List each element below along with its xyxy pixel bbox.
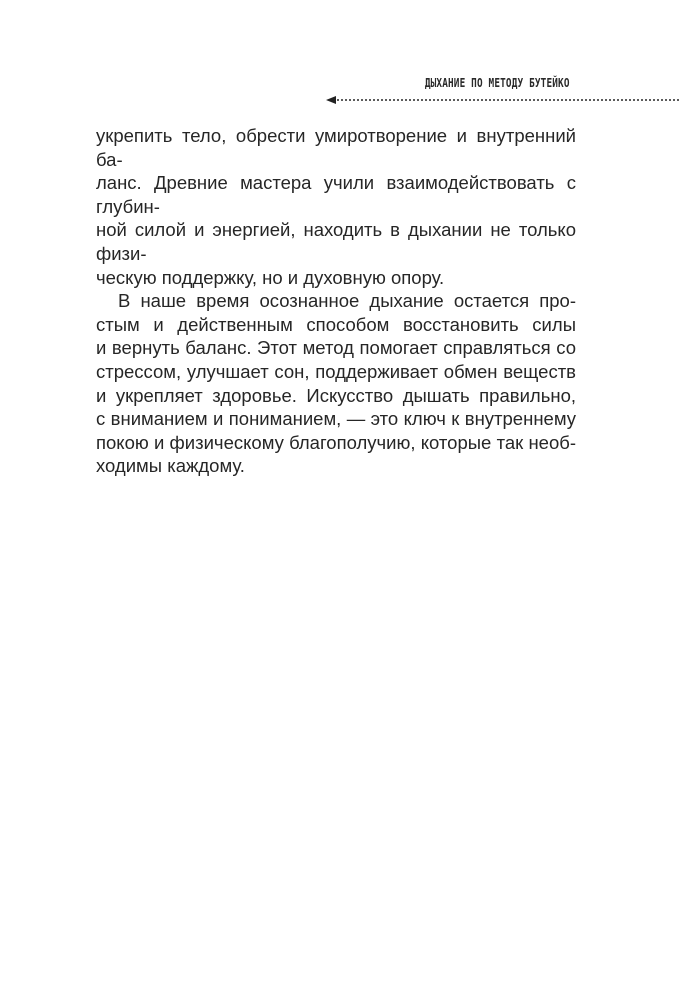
text-line: ной силой и энергией, находить в дыхании не только физи-	[96, 219, 576, 264]
running-head: ДЫХАНИЕ ПО МЕТОДУ БУТЕЙКО	[425, 76, 570, 90]
left-arrow-icon	[326, 96, 336, 104]
text-line: и вернуть баланс. Этот метод помогает справляться со	[96, 337, 576, 359]
dotted-rule	[336, 99, 681, 101]
text-line: стрессом, улучшает сон, поддерживает обмен веществ	[96, 360, 576, 382]
paragraph-1	[96, 124, 576, 289]
body-text	[96, 124, 576, 478]
text-line: В наше время осознанное дыхание остается про-	[118, 290, 576, 312]
text-line: и укрепляет здоровье. Искусство дышать правильно,	[96, 384, 576, 406]
text-line: с вниманием и пониманием, — это ключ к внутреннему	[96, 408, 576, 430]
text-line: ланс. Древние мастера учили взаимодействовать с глубин-	[96, 172, 576, 217]
text-line: покою и физическому благополучию, которые так необ-	[96, 431, 576, 453]
text-line: укрепить тело, обрести умиротворение и внутренний ба-	[96, 125, 576, 170]
text-line: стым и действенным способом восстановить силы	[96, 313, 576, 335]
paragraph-2	[96, 289, 576, 478]
text-line: ходимы каждому.	[96, 455, 245, 477]
header-rule	[326, 96, 681, 106]
text-line: ческую поддержку, но и духовную опору.	[96, 266, 445, 288]
